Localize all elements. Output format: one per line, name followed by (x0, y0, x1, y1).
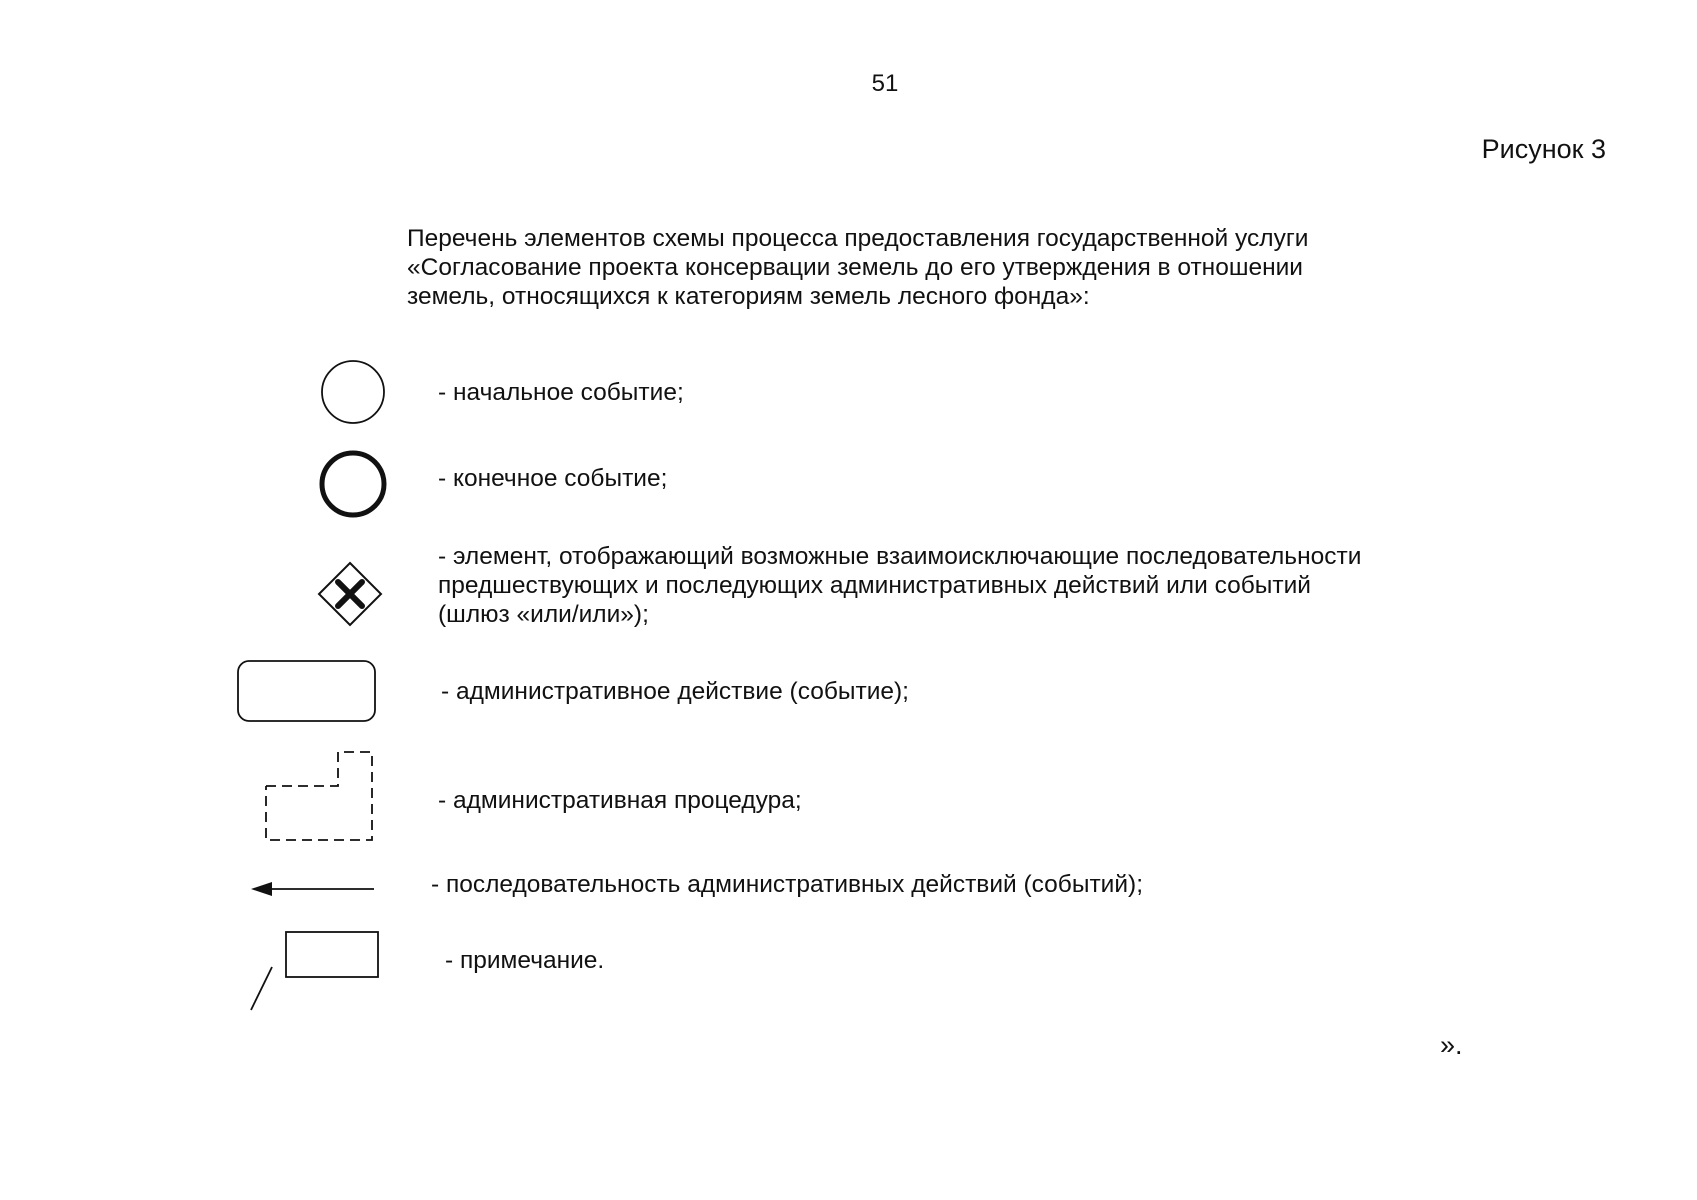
legend-note-text: - примечание. (445, 947, 605, 974)
thin-circle-icon (320, 359, 386, 425)
legend-gateway-text (438, 542, 1361, 629)
dashed-stepped-rectangle-icon (264, 750, 376, 844)
intro-line: «Согласование проекта консервации земель до его утверждения в отношении (407, 254, 1303, 281)
legend-sequence-flow-text: - последовательность административных действий (событий); (431, 871, 1144, 898)
legend-admin-procedure-text: - административная процедура; (438, 787, 802, 814)
figure-label: Рисунок 3 (1481, 134, 1606, 164)
legend-gateway-line: - элемент, отображающий возможные взаимоисключающие последовательности (438, 543, 1362, 570)
intro-paragraph (407, 224, 1427, 311)
diamond-x-icon (317, 561, 383, 627)
intro-line: земель, относящихся к категориям земель лесного фонда»: (407, 283, 1090, 310)
page-number: 51 (871, 70, 899, 97)
closing-quote-mark: ». (1440, 1030, 1463, 1060)
thick-circle-icon (318, 449, 388, 519)
arrow-left-icon (250, 878, 376, 900)
annotation-icon (246, 930, 381, 1012)
legend-admin-action-text: - административное действие (событие); (441, 678, 909, 705)
legend-start-event-text: - начальное событие; (438, 379, 684, 406)
rounded-rectangle-icon (237, 660, 377, 722)
legend-end-event-text: - конечное событие; (438, 465, 668, 492)
legend-gateway-line: (шлюз «или/или»); (438, 601, 649, 628)
legend-gateway-line: предшествующих и последующих административных действий или событий (438, 572, 1311, 599)
intro-line: Перечень элементов схемы процесса предоставления государственной услуги (407, 225, 1309, 252)
